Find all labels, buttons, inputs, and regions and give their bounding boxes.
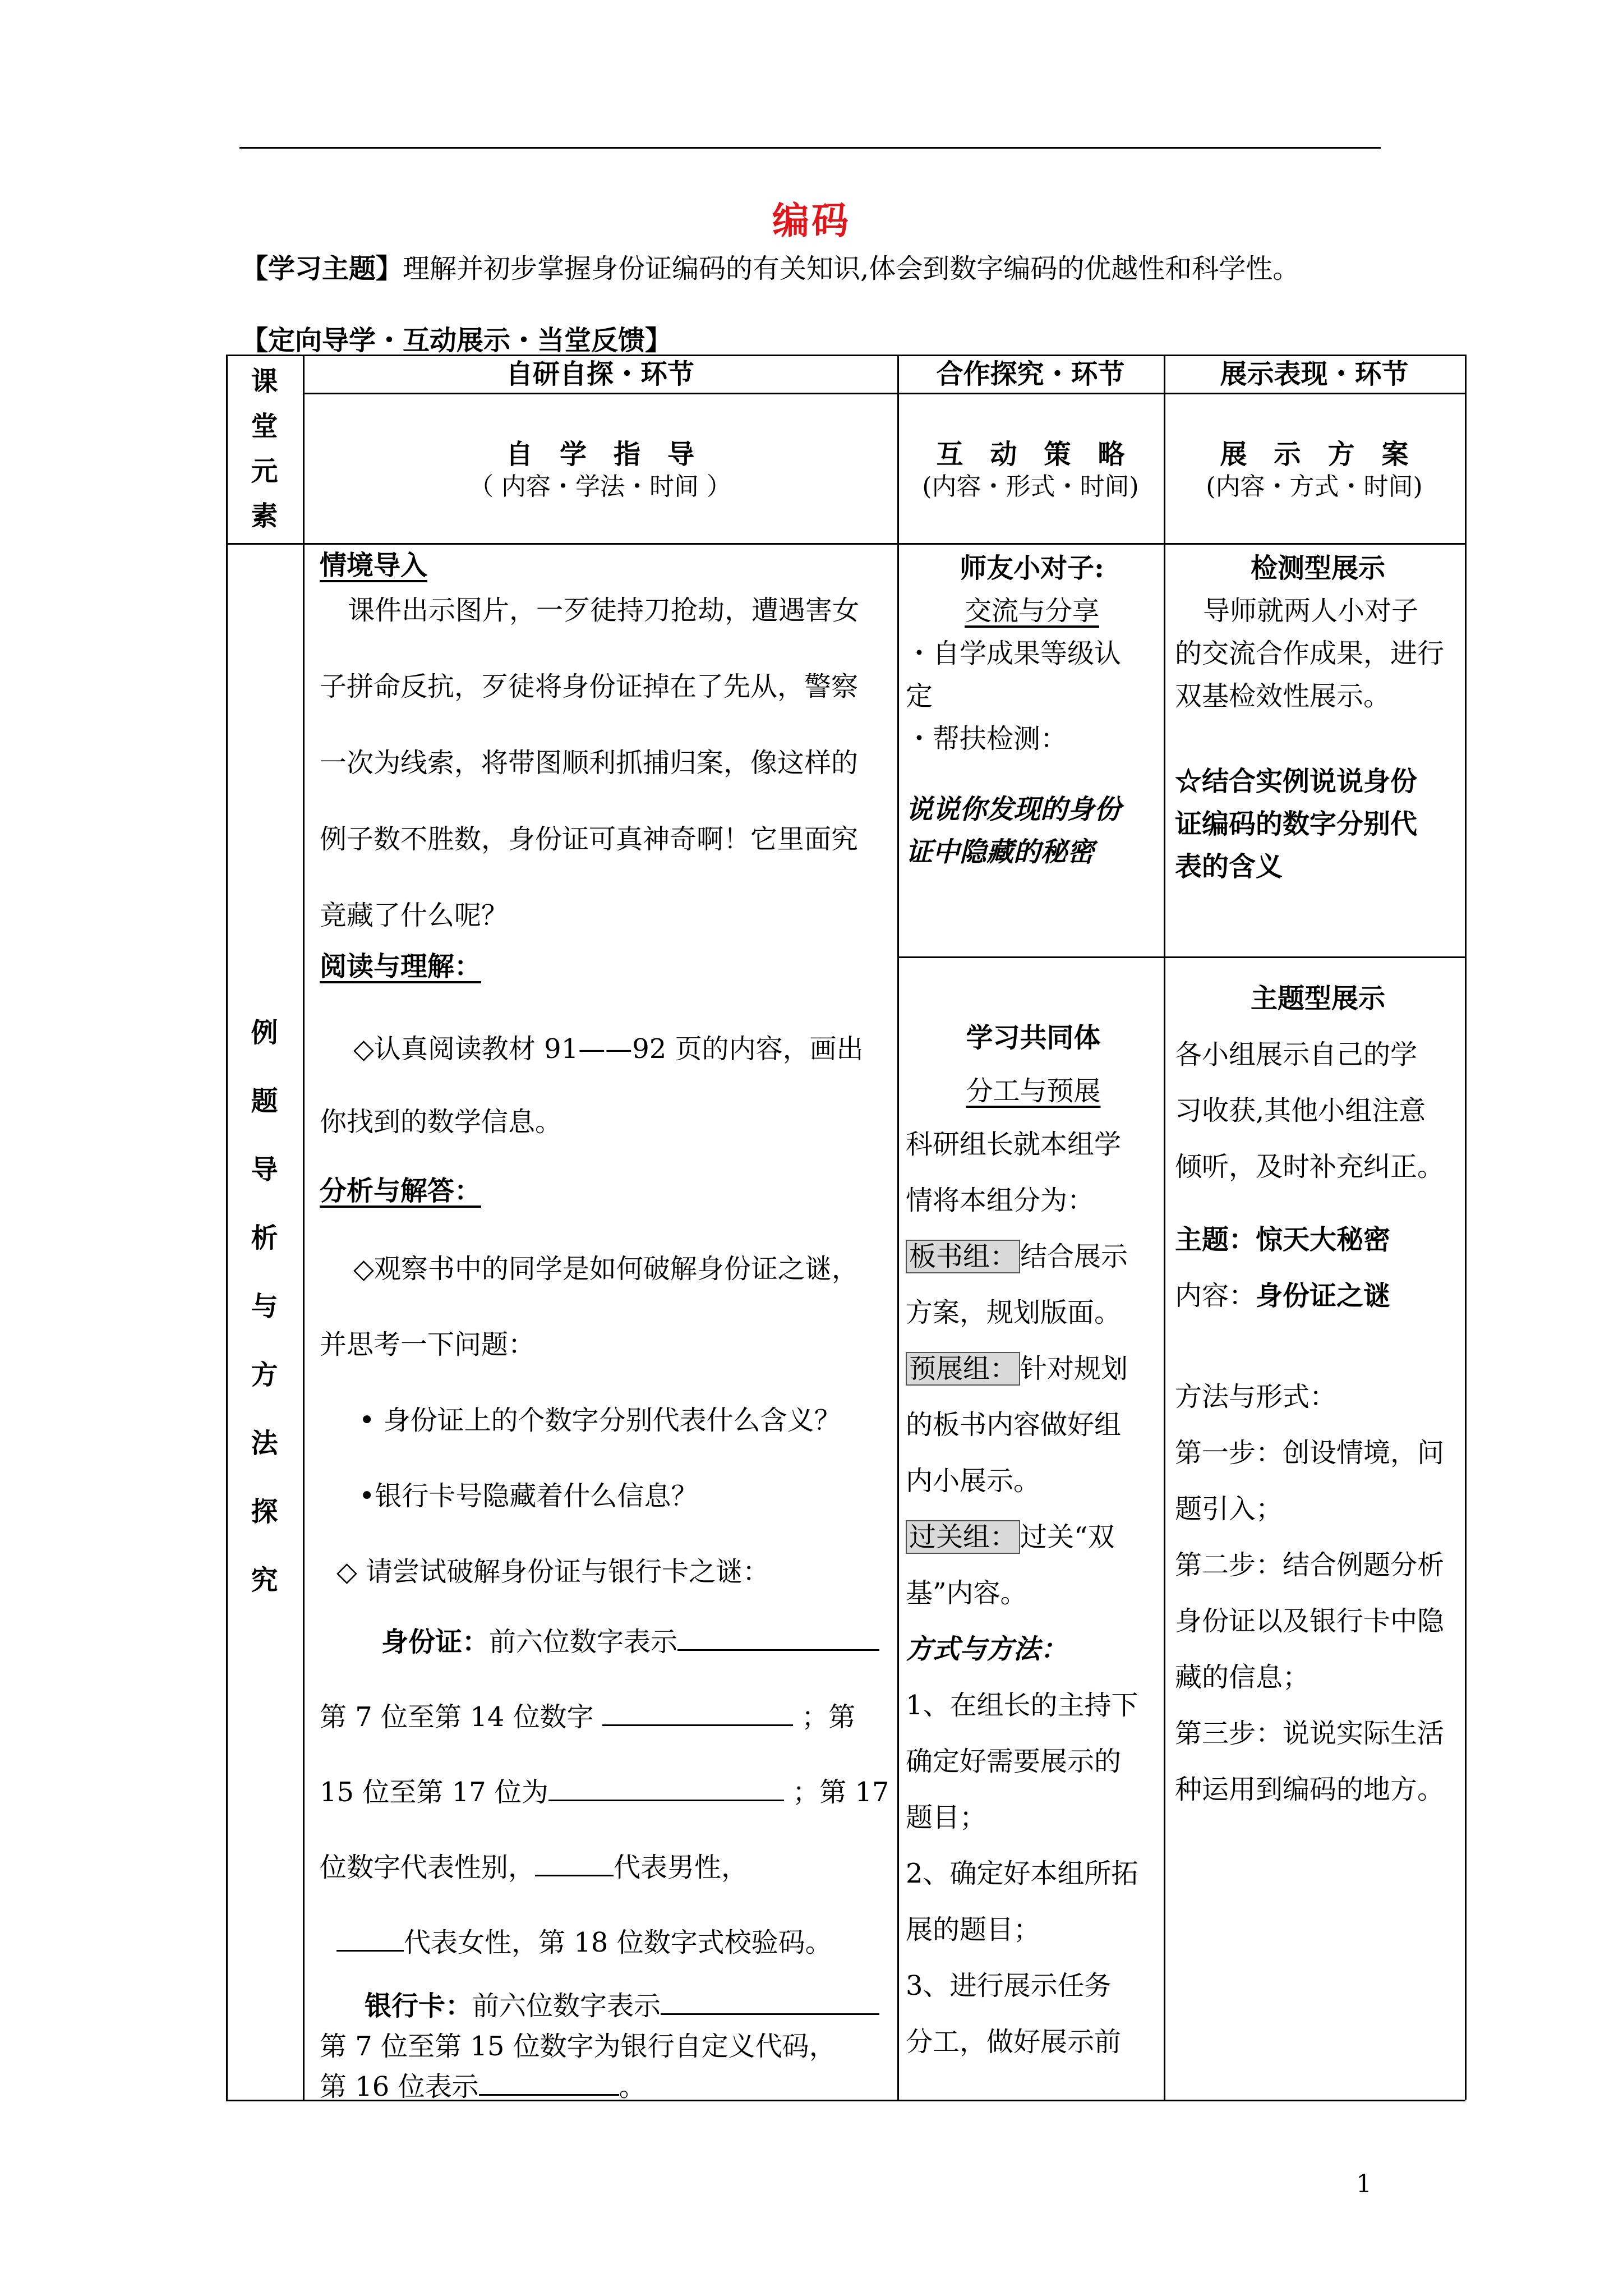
col3-check-section — [1175, 547, 1461, 888]
id-l5: 代表女性，第 18 位数字式校验码。 — [404, 1927, 832, 1958]
col1-bank-fill — [320, 1986, 897, 2107]
id-blank-2[interactable] — [602, 1700, 793, 1726]
bank-blank-2[interactable] — [479, 2069, 619, 2096]
id-blank-4[interactable] — [535, 1850, 614, 1876]
method-1: 1、在组长的主持下 — [906, 1690, 1138, 1721]
star-task-2: 证编码的数字分别代 — [1175, 808, 1418, 840]
step-1b: 题引入； — [1175, 1493, 1283, 1525]
check-display-text-1: 导师就两人小对子 — [1203, 595, 1419, 627]
group-text-1: 科研组长就本组学 — [906, 1129, 1122, 1160]
theme-text: 理解并初步掌握身份证编码的有关知识,体会到数字编码的优越性和科学性。 — [403, 253, 1300, 284]
id-text: 前六位数字表示 — [489, 1626, 678, 1658]
group-board — [906, 1228, 1161, 1285]
col3-sub-note: (内容・方式・时间) — [1206, 472, 1423, 501]
row-label-char: 方 — [251, 1359, 278, 1391]
check-display-text-3: 双基检效性展示。 — [1175, 680, 1391, 712]
step-3b: 种运用到编码的地方。 — [1175, 1774, 1445, 1805]
id-line-5 — [320, 1905, 897, 1980]
section-label: 【定向导学・互动展示・当堂反馈】 — [241, 325, 672, 356]
id-blank-5[interactable] — [336, 1925, 404, 1952]
page-number: 1 — [1356, 2170, 1372, 2198]
theme-display-text-3: 倾听，及时补充纠正。 — [1175, 1151, 1445, 1182]
content-value: 身份证之谜 — [1256, 1280, 1391, 1312]
bank-l3b: 。 — [619, 2071, 646, 2102]
mid-divider — [897, 956, 1465, 958]
row-label-char: 例 — [251, 1017, 278, 1048]
read-line: ◇认真阅读教材 91——92 页的内容，画出 — [353, 1033, 864, 1065]
col2-sub-title: 互 动 策 略 — [936, 439, 1125, 470]
col1-id-fill — [320, 1604, 897, 1980]
check-group-text: 过关“双 — [1020, 1521, 1115, 1553]
col1-read-heading — [320, 948, 892, 985]
method-3b: 分工，做好展示前 — [906, 2026, 1122, 2058]
id-line-3 — [320, 1755, 897, 1830]
row-label-char: 导 — [251, 1154, 278, 1185]
bullet-bank-question: •银行卡号隐藏着什么信息？ — [359, 1480, 698, 1512]
step-3: 第三步：说说实际生活 — [1175, 1718, 1445, 1749]
pair-bullet-1-cont: 定 — [906, 680, 933, 712]
bank-line-1 — [320, 1986, 897, 2026]
row-label-char: 法 — [251, 1428, 278, 1459]
board-group-tag: 板书组： — [906, 1240, 1020, 1273]
col2-subheader — [897, 438, 1164, 503]
col3-sub-title: 展 示 方 案 — [1220, 439, 1409, 470]
bank-text: 前六位数字表示 — [472, 1990, 661, 2022]
pair-question-1: 说说你发现的身份 — [906, 794, 1122, 825]
theme-display-heading: 主题型展示 — [1250, 983, 1385, 1014]
id-l2b: ；第 — [801, 1701, 856, 1733]
board-group-text-2: 方案，规划版面。 — [906, 1297, 1122, 1328]
theme-row — [1175, 1212, 1461, 1268]
group-heading: 学习共同体 — [966, 1022, 1101, 1053]
bank-line-2: 第 7 位至第 15 位数字为银行自定义代码， — [320, 2031, 836, 2062]
pair-subheading: 交流与分享 — [964, 595, 1099, 627]
col0-char: 堂 — [251, 411, 278, 442]
col0-char: 课 — [251, 366, 278, 397]
col2-header: 合作探究・环节 — [936, 358, 1125, 390]
row-label-char: 析 — [251, 1222, 278, 1254]
group-check — [906, 1509, 1161, 1565]
header-bottom-border — [226, 543, 1465, 545]
col2-sub-note: (内容・形式・时间) — [922, 472, 1139, 501]
method-2: 2、确定好本组所拓 — [906, 1858, 1138, 1889]
id-l3a: 15 位至第 17 位为 — [320, 1777, 548, 1808]
top-rule — [239, 147, 1381, 149]
row-label-char: 究 — [251, 1565, 278, 1596]
preview-group-text-3: 内小展示。 — [906, 1465, 1041, 1497]
id-blank-1[interactable] — [677, 1625, 879, 1651]
bank-blank-1[interactable] — [661, 1989, 879, 2015]
analysis-line: ◇观察书中的同学是如何破解身份证之谜， — [353, 1253, 859, 1285]
group-subheading: 分工与预展 — [966, 1075, 1101, 1107]
id-l2a: 第 7 位至第 14 位数字 — [320, 1701, 594, 1733]
content-row — [1175, 1268, 1461, 1324]
group-text-2: 情将本组分为： — [906, 1185, 1095, 1216]
bank-line-3 — [320, 2067, 897, 2107]
intro-heading: 情境导入 — [320, 550, 428, 581]
col3-subheader — [1164, 438, 1465, 503]
table-right-border — [1465, 355, 1467, 2100]
col1-intro-text — [320, 572, 892, 954]
theme-label: 【学习主题】 — [241, 253, 403, 284]
method-heading: 方式与方法： — [906, 1634, 1068, 1665]
col3-header: 展示表现・环节 — [1220, 358, 1409, 390]
col0-char: 素 — [251, 500, 278, 532]
method-1b: 确定好需要展示的 — [906, 1746, 1122, 1777]
intro-line: 竟藏了什么呢？ — [320, 900, 509, 931]
col-divider-1 — [303, 355, 305, 2100]
id-label: 身份证： — [381, 1626, 490, 1658]
col-divider-2 — [897, 355, 899, 2100]
pair-question-2: 证中隐藏的秘密 — [906, 836, 1095, 868]
theme-display-text-1: 各小组展示自己的学 — [1175, 1039, 1418, 1070]
star-task-3: 表的含义 — [1175, 851, 1283, 882]
row-label-char: 探 — [251, 1496, 278, 1527]
col2-group-section — [906, 1010, 1161, 2070]
method-form-heading: 方法与形式： — [1175, 1381, 1337, 1412]
check-display-text-2: 的交流合作成果，进行 — [1175, 638, 1445, 669]
preview-group-tag: 预展组： — [906, 1352, 1020, 1386]
check-group-text-2: 基”内容。 — [906, 1577, 1027, 1609]
preview-group-text: 针对规划 — [1020, 1353, 1128, 1384]
row-label — [226, 999, 303, 1614]
id-l4b: 代表男性， — [614, 1852, 749, 1883]
method-1c: 题目； — [906, 1802, 987, 1833]
preview-group-text-2: 的板书内容做好组 — [906, 1409, 1122, 1441]
check-display-heading: 检测型展示 — [1250, 553, 1385, 584]
read-heading: 阅读与理解： — [320, 951, 482, 982]
star-task-1: ☆结合实例说说身份 — [1175, 766, 1418, 797]
bank-l3a: 第 16 位表示 — [320, 2071, 479, 2102]
theme-line — [241, 247, 1299, 286]
id-l3b: ；第 17 — [792, 1777, 889, 1808]
step-1: 第一步：创设情境，问 — [1175, 1437, 1445, 1469]
theme-label-col3: 主题： — [1175, 1224, 1256, 1255]
col1-subheader — [303, 438, 897, 503]
col-divider-3 — [1164, 355, 1165, 2100]
page-title: 编码 — [772, 199, 851, 242]
id-line-1 — [320, 1604, 897, 1680]
col1-header: 自研自探・环节 — [505, 358, 694, 390]
header-divider — [303, 393, 1465, 394]
intro-line: 例子数不胜数，身份证可真神奇啊！它里面究 — [320, 823, 859, 855]
group-preview — [906, 1341, 1161, 1397]
id-blank-3[interactable] — [548, 1775, 784, 1801]
col1-sub-note: （ 内容・学法・时间 ） — [469, 472, 731, 501]
try-line: ◇ 请尝试破解身份证与银行卡之谜： — [336, 1556, 770, 1588]
method-2b: 展的题目； — [906, 1914, 1041, 1945]
analysis-line: 并思考一下问题： — [320, 1329, 536, 1360]
analysis-heading: 分析与解答： — [320, 1175, 482, 1207]
col1-analysis-heading — [320, 1172, 892, 1209]
col3-theme-section — [1175, 970, 1461, 1818]
id-line-2 — [320, 1680, 897, 1755]
intro-line: 课件出示图片，一歹徒持刀抢劫，遭遇害女 — [348, 595, 860, 626]
read-line: 你找到的数学信息。 — [320, 1106, 562, 1138]
board-group-text: 结合展示 — [1020, 1241, 1128, 1272]
bank-label: 银行卡： — [365, 1990, 473, 2022]
step-2: 第二步：结合例题分析 — [1175, 1549, 1445, 1581]
pair-bullet-1: ・自学成果等级认 — [906, 638, 1122, 669]
col1-read-text — [320, 1013, 892, 1158]
row-label-char: 题 — [251, 1085, 278, 1117]
col1-analysis-text — [320, 1231, 892, 1610]
row-label-char: 与 — [251, 1291, 278, 1322]
theme-value: 惊天大秘密 — [1256, 1224, 1391, 1255]
col0-header — [226, 359, 303, 539]
id-l4a: 位数字代表性别， — [320, 1852, 536, 1883]
bullet-id-question: • 身份证上的个数字分别代表什么含义？ — [359, 1405, 841, 1436]
pair-bullet-2: ・帮扶检测： — [906, 723, 1068, 754]
intro-line: 子拼命反抗，歹徒将身份证掉在了先从，警察 — [320, 671, 859, 702]
step-2c: 藏的信息； — [1175, 1662, 1310, 1693]
intro-line: 一次为线索，将带图顺利抓捕归案，像这样的 — [320, 747, 859, 779]
pair-heading: 师友小对子: — [960, 553, 1104, 584]
check-group-tag: 过关组： — [906, 1520, 1020, 1554]
col1-sub-title: 自 学 指 导 — [505, 439, 694, 470]
method-3: 3、进行展示任务 — [906, 1970, 1112, 2001]
col0-char: 元 — [251, 455, 278, 487]
step-2b: 身份证以及银行卡中隐 — [1175, 1605, 1445, 1637]
id-line-4 — [320, 1830, 897, 1905]
theme-display-text-2: 习收获,其他小组注意 — [1175, 1095, 1426, 1126]
col2-pair-section — [906, 547, 1158, 873]
content-label: 内容： — [1175, 1280, 1256, 1312]
